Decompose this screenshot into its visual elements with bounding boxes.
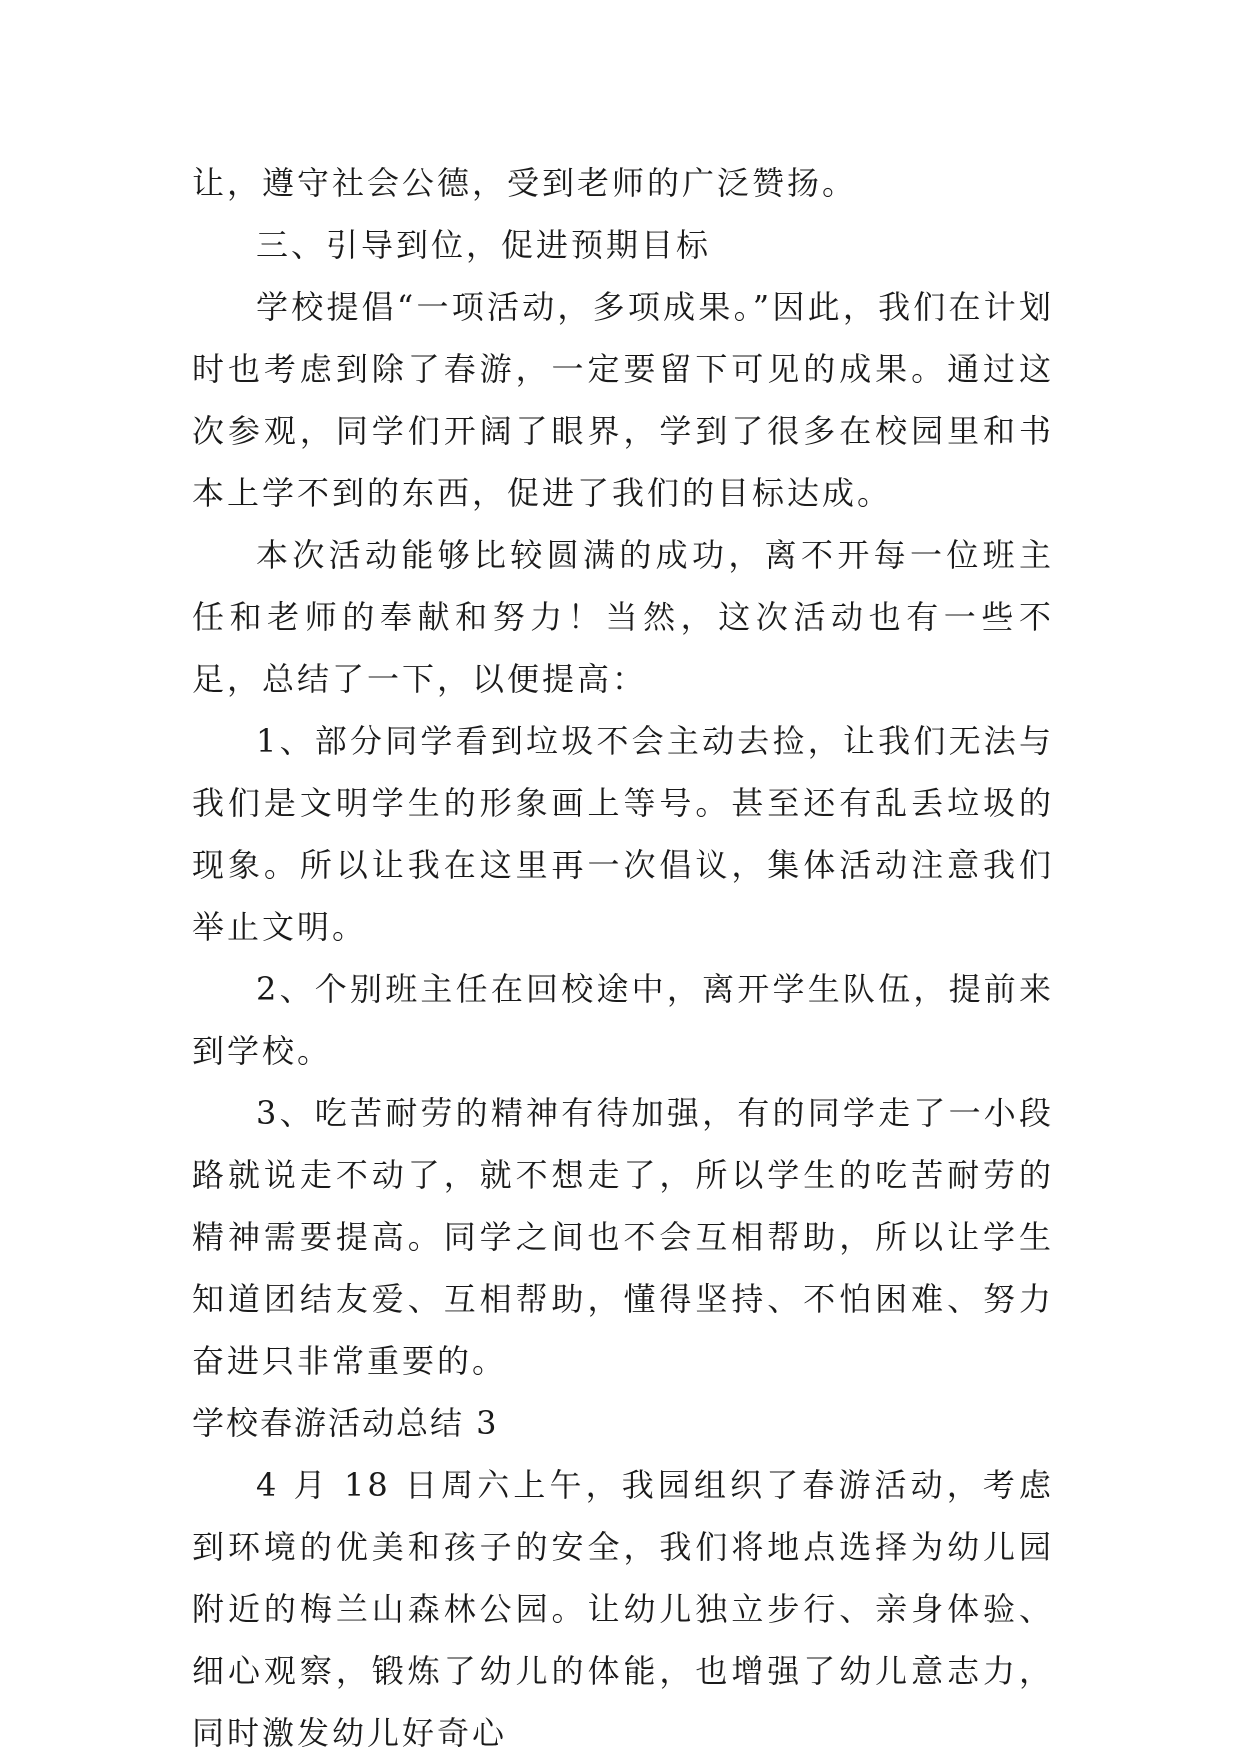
list-item: 3、吃苦耐劳的精神有待加强，有的同学走了一小段路就说走不动了，就不想走了，所以学生的吃苦耐劳的精神需要提高。同学之间也不会互相帮助，所以让学生知道团结友爱、互相帮助，懂得坚持、不怕困难、努力奋进只非常重要的。 <box>192 1094 1054 1380</box>
paragraph: 本次活动能够比较圆满的成功，离不开每一位班主任和老师的奉献和努力！当然，这次活动也有一些不足，总结了一下，以便提高： <box>192 536 1054 698</box>
paragraph: 4 月 18 日周六上午，我园组织了春游活动，考虑到环境的优美和孩子的安全，我们将地点选择为幼儿园附近的梅兰山森林公园。让幼儿独立步行、亲身体验、细心观察，锻炼了幼儿的体能，也增强了幼儿意志力，同时激发幼儿好奇心 <box>192 1466 1054 1752</box>
section-heading: 三、引导到位，促进预期目标 <box>256 226 712 264</box>
list-item: 1、部分同学看到垃圾不会主动去捡，让我们无法与我们是文明学生的形象画上等号。甚至还有乱丢垃圾的现象。所以让我在这里再一次倡议，集体活动注意我们举止文明。 <box>192 722 1054 946</box>
document-body <box>192 152 1054 1764</box>
paragraph-continuation: 让，遵守社会公德，受到老师的广泛赞扬。 <box>192 164 858 202</box>
document-title: 学校春游活动总结 3 <box>192 1404 499 1442</box>
list-item: 2、个别班主任在回校途中，离开学生队伍，提前来到学校。 <box>192 970 1054 1070</box>
paragraph: 学校提倡“一项活动，多项成果。”因此，我们在计划时也考虑到除了春游，一定要留下可见的成果。通过这次参观，同学们开阔了眼界，学到了很多在校园里和书本上学不到的东西，促进了我们的目标达成。 <box>192 288 1054 512</box>
